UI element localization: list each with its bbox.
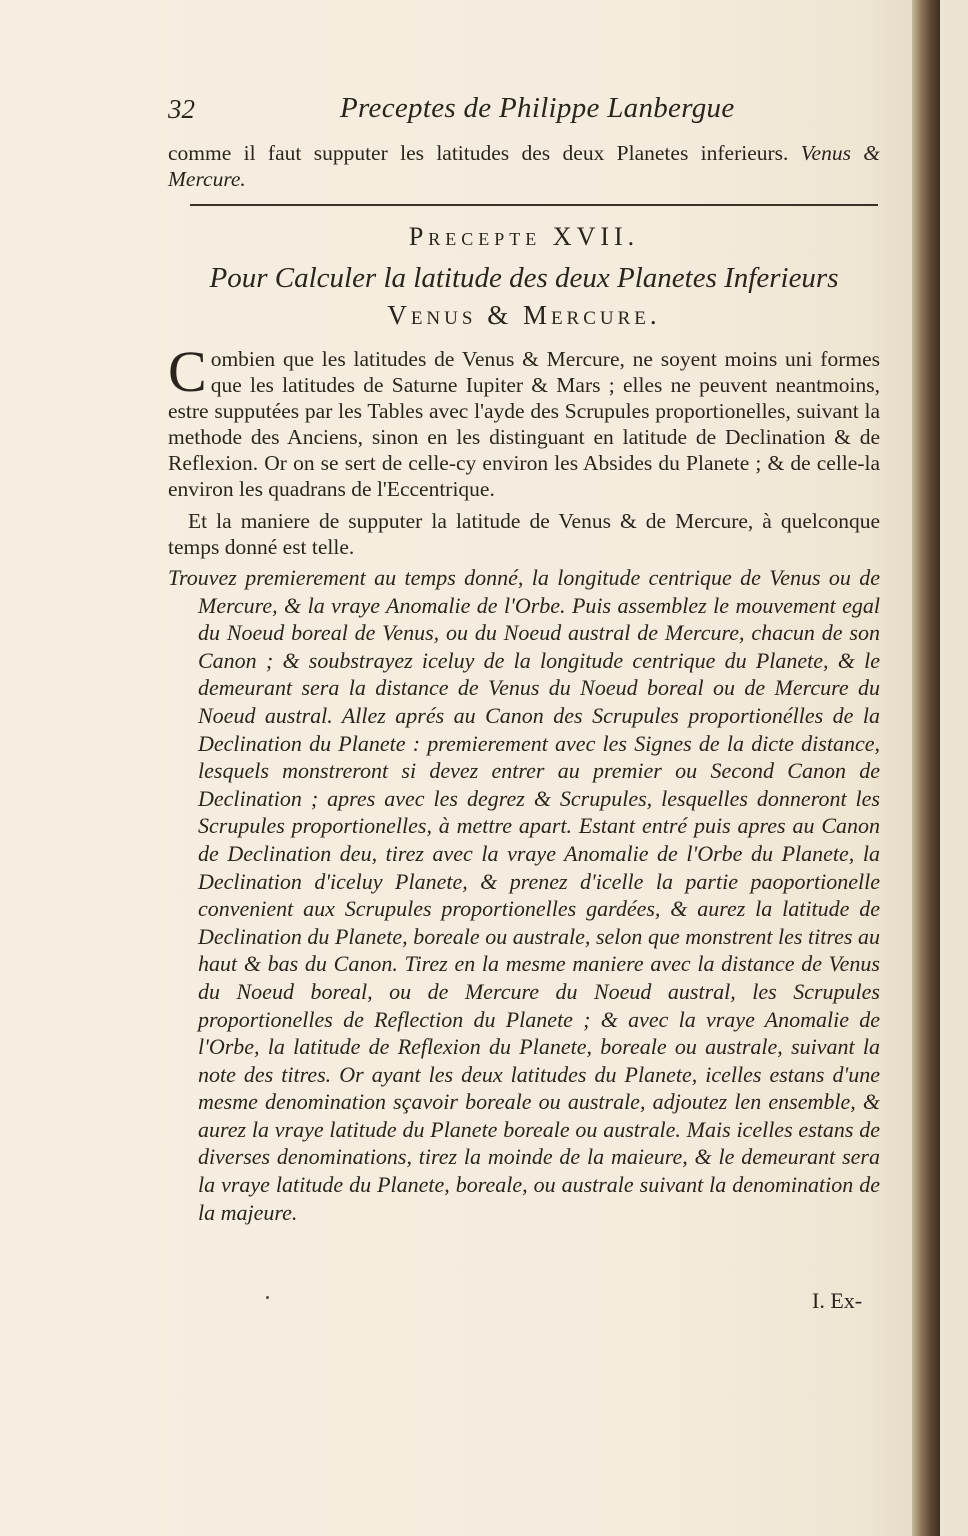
precept-planets: Venus & Mercure. [387,300,661,330]
catchword: I. Ex- [812,1288,863,1313]
page-gutter-edge [912,0,940,1536]
intro-text: comme il faut supputer les latitudes des deux Planetes inferieurs. [168,141,789,165]
paragraph-1-text: ombien que les latitudes de Venus & Mercure, ne soyent moins uni formes que les latitudes de Saturne Iupiter & Mars ; elles ne peuvent neantmoins, estre supputées par les Tables avec l'ayde des Scrupules proportionelles, suivant la methode des Anciens, sinon en les distinguant en latitude de Declination & de Reflexion. Or on se sert de celle-cy environ les Absides du Planete ; & de celle-la environ les quadrans de l'Eccentrique. [168,347,880,501]
section-divider [190,204,878,206]
instructions-paragraph: Trouvez premierement au temps donné, la longitude centrique de Venus ou de Mercure, & la vraye Anomalie de l'Orbe. Puis assemblez le mouvement egal du Noeud boreal de Venus, ou du Noeud austral de Mercure, chacun de son Canon ; & soubstrayez iceluy de la longitude centrique du Planete, & le demeurant sera la distance de Venus du Noeud boreal ou de Mercure du Noeud austral. Allez aprés au Canon des Scrupules proportionélles de la Declination du Planete : premierement avec les Signes de la dicte distance, lesquels monstreront si devez entrer au premier ou Second Canon de Declination ; apres avec les degrez & Scrupules, lesquelles donneront les Scrupules proportionelles, à mettre apart. Estant entré puis apres au Canon de Declination deu, tirez avec la vraye Anomalie de l'Orbe du Planete, la Declination d'iceluy Planete, & prenez d'icelle la partie paoportionelle convenient aux Scrupules proportionelles gardées, & aurez la latitude de Declination du Planete, boreale ou australe, selon que monstrent les titres au haut & bas du Canon. Tirez en la mesme maniere avec la distance de Venus du Noeud boreal, ou de Mercure du Noeud austral, les Scrupules proportionelles de Reflection du Planete ; & avec la vraye Anomalie de l'Orbe, la latitude de Reflexion du Planete, boreale ou australe, suivant la note des titres. Or ayant les deux latitudes du Planete, icelles estans d'une mesme denomination sçavoir boreale ou australe, adjoutez len ensemble, & aurez la vraye latitude du Planete boreale ou australe. Mais icelles estans de diverses denominations, tirez la moinde de la maieure, & le demeurant sera la vraye latitude du Planete, boreale, ou australe suivant la denomination de la majeure. [168,565,880,1225]
drop-cap: C [168,339,207,404]
precept-subtitle: Pour Calculer la latitude des deux Planetes Inferieurs [209,262,839,294]
running-head: Preceptes de Philippe Lanbergue [340,92,735,124]
ink-speck [266,1296,269,1299]
intro-line [168,140,880,192]
paragraph-2: Et la maniere de supputer la latitude de Venus & de Mercure, à quelconque temps donné est telle. [168,509,880,559]
precept-title: Precepte XVII. [408,222,640,251]
page-header [168,92,868,128]
page-number: 32 [168,94,195,124]
paragraph-1 [168,339,880,502]
intro-trailing-italic: Venus & Mercure. [168,141,881,191]
